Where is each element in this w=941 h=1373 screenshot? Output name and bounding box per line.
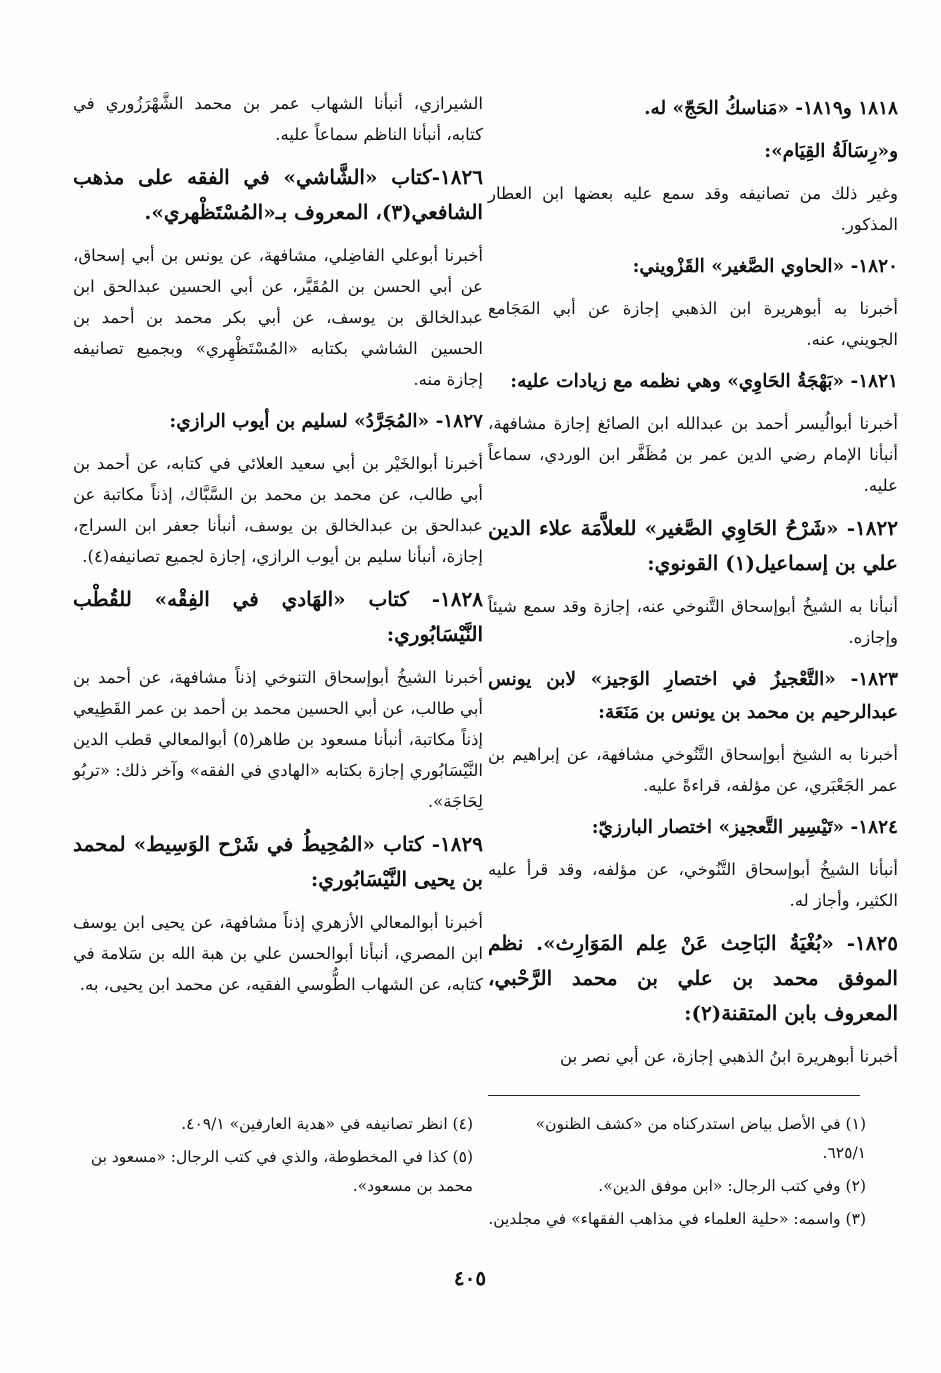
paragraph: أخبرنا أبوهريرة ابنُ الذهبي إجازة، عن أبي نصر بن <box>560 1047 898 1066</box>
heading-1828: ١٨٢٨- كتاب «الهَادي في الفِقْه» للقُطْب النَّيْسَابُوري: <box>73 587 483 646</box>
heading-risalat-qiyam: و«رِسَالَةُ القِيَام»: <box>764 141 898 162</box>
heading-1820: ١٨٢٠- «الحاوي الصَّغير» القَزْويني: <box>632 256 898 277</box>
left-column <box>73 88 483 1010</box>
heading-1822: ١٨٢٢- «شَرْحُ الحَاوِي الصَّغير» للعلاَّمَة علاء الدين علي بن إسماعيل(١) القونوي: <box>488 516 898 575</box>
footnote-2: (٢) وفي كتب الرجال: «ابن موفق الدين». <box>598 1177 866 1195</box>
footnote-divider <box>488 1095 860 1096</box>
footnotes-left <box>73 1110 473 1205</box>
heading-1818: ١٨١٨ و١٨١٩- «مَناسكُ الحَجّ» له. <box>644 98 898 119</box>
heading-1823: ١٨٢٣- «التَّعْجيزُ في اختصارِ الوَجيز» لابن يونس عبدالرحيم بن محمد بن يونس بن مَنَعَة: <box>488 669 898 723</box>
heading-1829: ١٨٢٩- كتاب «المُحِيطُ في شَرْح الوَسِيط» لمحمد بن يحيى النَّيْسَابُوري: <box>73 832 483 891</box>
paragraph: أخبرنا به أبوهريرة ابن الذهبي إجازة عن أبي المَجَامع الجويني، عنه. <box>488 299 898 349</box>
paragraph: أخبرنا أبوعلي الفاضِلي، مشافهة، عن يونس بن أبي إسحاق، عن أبي الحسن بن المُقَيَّر، عن أبي الحسين عبدالحق ابن عبدالخالق بن يوسف، عن أبي بكر محمد بن أحمد بن الحسين الشاشي بكتابه «المُسْتَظْهِري» وبجميع تصانيفه إجازة منه. <box>73 246 483 389</box>
right-column <box>488 88 898 1082</box>
heading-1825: ١٨٢٥- «بُغْيَةُ البَاحِث عَنْ عِلم المَوَارِث». نظم الموفق محمد بن علي بن محمد الرَّحْبي، المعروف بابن المتقنة(٢): <box>488 931 898 1025</box>
heading-1821: ١٨٢١- «بَهْجَةُ الحَاوِي» وهي نظمه مع زيادات عليه: <box>510 371 898 392</box>
heading-1827: ١٨٢٧- «المُجَرَّدُ» لسليم بن أيوب الرازي: <box>169 411 483 432</box>
paragraph: أخبرنا أبوالمعالي الأزهري إذناً مشافهة، عن يحيى ابن يوسف ابن المصري، أنبأنا أبوالحسن علي بن هبة الله بن سَلامة في كتابه، عن الشهاب الطُّوسي الفقيه، عن محمد ابن يحيى، به. <box>73 913 483 994</box>
paragraph: أخبرنا أبوالخَيْر بن أبي سعيد العلائي في كتابه، عن أحمد بن أبي طالب، عن محمد بن محمد بن السَّبَّاك، إذناً مكاتبة عن عبدالحق بن عبدالخالق بن يوسف، أنبأنا جعفر ابن السراج، إجازة، أنبأنا سليم بن أيوب الرازي، إجازة لجميع تصانيفه(٤). <box>73 454 483 566</box>
paragraph: وغير ذلك من تصانيفه وقد سمع عليه بعضها ابن العطار المذكور. <box>488 184 898 234</box>
heading-1826: ١٨٢٦-كتاب «الشَّاشي» في الفقه على مذهب الشافعي(٣)، المعروف بـ«المُسْتَظْهري». <box>73 165 483 224</box>
heading-1824: ١٨٢٤- «تَيْسِير التَّعجيز» اختصار البارزيّ: <box>591 817 898 838</box>
paragraph: أنبأنا به الشيخُ أبوإسحاق التَّنوخي عنه، إجازة وقد سمع شيئاً وإجازه. <box>488 597 898 647</box>
paragraph: أخبرنا الشيخُ أبوإسحاق التنوخي إذناً مشافهة، عن أحمد بن أبي طالب، عن أبي الحسين محمد بن أحمد بن عمر القَطِيعي إذناً مكاتبة، أنبأنا مسعود بن طاهر(٥) أبوالمعالي قطب الدين النَّيْسَابُوري إجازة بكتابه «الهادي في الفقه» وآخر ذلك: «تربُو لِحَاجَة». <box>73 668 483 811</box>
page-number: ٤٠٥ <box>453 1266 487 1290</box>
footnotes-right <box>488 1110 866 1238</box>
footnote-1: (١) في الأصل بياض استدركناه من «كشف الظنون» ٦٢٥/١. <box>535 1115 866 1162</box>
paragraph: أخبرنا به الشيخ أبوإسحاق التَّنُوخي مشافهة، عن إبراهيم بن عمر الجَعْبَري، عن مؤلفه، قراءةً عليه. <box>488 745 898 795</box>
footnote-4: (٤) انظر تصانيفه في «هدية العارفين» ٤٠٩/١. <box>181 1115 473 1133</box>
paragraph: الشيرازي، أنبأنا الشهاب عمر بن محمد الشَّهْرَزُوري في كتابه، أنبأنا الناظم سماعاً عليه. <box>73 94 483 144</box>
footnote-5: (٥) كذا في المخطوطة، والذي في كتب الرجال: «مسعود بن محمد بن مسعود». <box>90 1148 473 1195</box>
paragraph: أخبرنا أبوالُيسر أحمد بن عبدالله ابن الصائغ إجازة مشافهة، أنبأنا الإمام رضي الدين عمر بن مُظَفَّر ابن الوردي، سماعاً عليه. <box>488 414 898 495</box>
paragraph: أنبأنا الشيخُ أبوإسحاق التَّنُوخي، عن مؤلفه، وقد قرأ عليه الكثير، وأجاز له. <box>488 860 898 910</box>
footnote-3: (٣) واسمه: «حلية العلماء في مذاهب الفقهاء» في مجلدين. <box>488 1210 866 1228</box>
